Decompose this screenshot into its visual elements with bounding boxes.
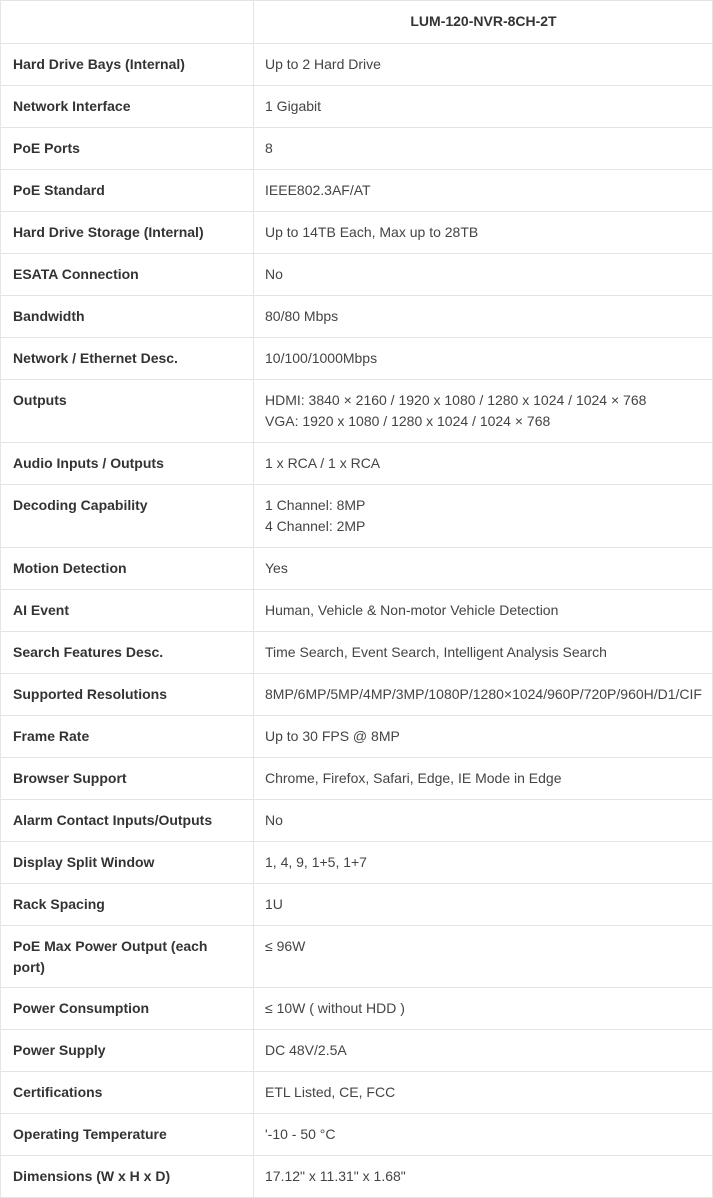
spec-value: Up to 14TB Each, Max up to 28TB (254, 212, 713, 254)
spec-value: 8 (254, 128, 713, 170)
spec-value: Up to 30 FPS @ 8MP (254, 716, 713, 758)
spec-value: ≤ 96W (254, 926, 713, 988)
spec-label: Hard Drive Storage (Internal) (1, 212, 254, 254)
spec-label: AI Event (1, 590, 254, 632)
table-row (1, 338, 713, 380)
table-row (1, 590, 713, 632)
table-row (1, 170, 713, 212)
table-row (1, 926, 713, 988)
table-row (1, 1030, 713, 1072)
spec-value: 1, 4, 9, 1+5, 1+7 (254, 842, 713, 884)
spec-value: Up to 2 Hard Drive (254, 44, 713, 86)
table-row (1, 1156, 713, 1198)
spec-label: Network / Ethernet Desc. (1, 338, 254, 380)
model-name-header: LUM-120-NVR-8CH-2T (254, 1, 713, 44)
spec-value: Chrome, Firefox, Safari, Edge, IE Mode in Edge (254, 758, 713, 800)
table-row (1, 443, 713, 485)
spec-value: No (254, 254, 713, 296)
spec-label: PoE Max Power Output (each port) (1, 926, 254, 988)
table-row (1, 1072, 713, 1114)
spec-label: Display Split Window (1, 842, 254, 884)
spec-value-line: 4 Channel: 2MP (265, 518, 366, 534)
spec-label: Decoding Capability (1, 485, 254, 548)
spec-label: Outputs (1, 380, 254, 443)
spec-label: Alarm Contact Inputs/Outputs (1, 800, 254, 842)
spec-label: Network Interface (1, 86, 254, 128)
table-row (1, 485, 713, 548)
spec-label: Browser Support (1, 758, 254, 800)
table-row (1, 296, 713, 338)
table-row (1, 86, 713, 128)
spec-label: Motion Detection (1, 548, 254, 590)
table-row (1, 1114, 713, 1156)
spec-value (254, 380, 713, 443)
spec-value: DC 48V/2.5A (254, 1030, 713, 1072)
spec-label: Power Supply (1, 1030, 254, 1072)
spec-value: '-10 - 50 °C (254, 1114, 713, 1156)
spec-label: Frame Rate (1, 716, 254, 758)
spec-label: PoE Standard (1, 170, 254, 212)
table-row (1, 380, 713, 443)
spec-value: 10/100/1000Mbps (254, 338, 713, 380)
spec-label: Bandwidth (1, 296, 254, 338)
spec-label: Certifications (1, 1072, 254, 1114)
spec-label: Supported Resolutions (1, 674, 254, 716)
spec-value: IEEE802.3AF/AT (254, 170, 713, 212)
spec-label: Hard Drive Bays (Internal) (1, 44, 254, 86)
table-row (1, 800, 713, 842)
spec-value: Human, Vehicle & Non-motor Vehicle Detection (254, 590, 713, 632)
table-row (1, 632, 713, 674)
header-label-cell (1, 1, 254, 44)
spec-value: Yes (254, 548, 713, 590)
spec-value: 80/80 Mbps (254, 296, 713, 338)
spec-value (254, 485, 713, 548)
table-row (1, 128, 713, 170)
spec-label: Search Features Desc. (1, 632, 254, 674)
spec-value-line: HDMI: 3840 × 2160 / 1920 x 1080 / 1280 x 1024 / 1024 × 768 (265, 392, 647, 408)
spec-value: ETL Listed, CE, FCC (254, 1072, 713, 1114)
spec-label: PoE Ports (1, 128, 254, 170)
spec-value: Time Search, Event Search, Intelligent Analysis Search (254, 632, 713, 674)
table-row (1, 674, 713, 716)
table-row (1, 716, 713, 758)
spec-value: 1 x RCA / 1 x RCA (254, 443, 713, 485)
table-row (1, 988, 713, 1030)
table-row (1, 758, 713, 800)
table-header-row (1, 1, 713, 44)
spec-value: 17.12" x 11.31" x 1.68" (254, 1156, 713, 1198)
table-row (1, 548, 713, 590)
spec-label: Operating Temperature (1, 1114, 254, 1156)
spec-value-line: 1 Channel: 8MP (265, 497, 366, 513)
spec-label: ESATA Connection (1, 254, 254, 296)
table-row (1, 842, 713, 884)
spec-label: Power Consumption (1, 988, 254, 1030)
spec-value: 1 Gigabit (254, 86, 713, 128)
table-row (1, 254, 713, 296)
spec-value: 1U (254, 884, 713, 926)
spec-label: Dimensions (W x H x D) (1, 1156, 254, 1198)
spec-value: No (254, 800, 713, 842)
table-row (1, 44, 713, 86)
spec-value: 8MP/6MP/5MP/4MP/3MP/1080P/1280×1024/960P/720P/960H/D1/CIF (254, 674, 713, 716)
spec-label: Rack Spacing (1, 884, 254, 926)
spec-value: ≤ 10W ( without HDD ) (254, 988, 713, 1030)
table-row (1, 212, 713, 254)
spec-label: Audio Inputs / Outputs (1, 443, 254, 485)
table-row (1, 884, 713, 926)
spec-value-line: VGA: 1920 x 1080 / 1280 x 1024 / 1024 × 768 (265, 413, 551, 429)
